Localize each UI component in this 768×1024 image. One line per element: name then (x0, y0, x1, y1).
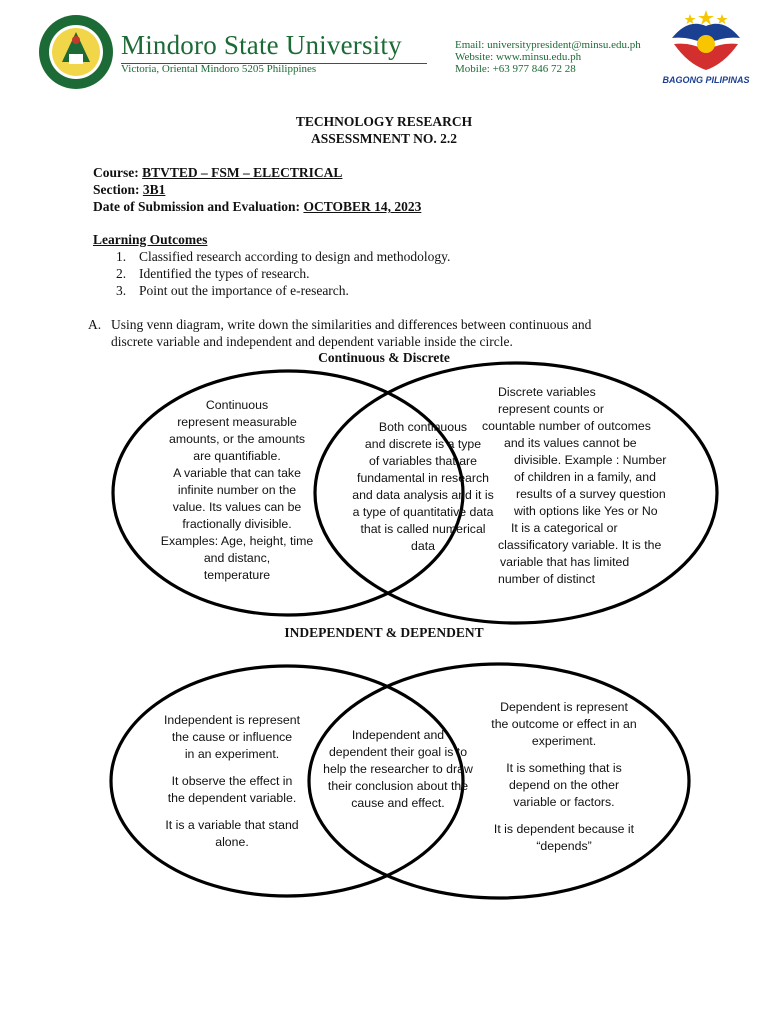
venn2-middle-text: Independent and dependent their goal is to help the researcher to draw their conclusion about the cause and effect. (323, 728, 473, 810)
date-value: OCTOBER 14, 2023 (303, 199, 422, 214)
list-item: 3. Point out the importance of e-research. (116, 283, 349, 298)
venn1-left-text: Continuous represent measurable amounts, or the amounts are quantifiable. A variable that can take infinite number on the value. Its values can be fractionally divisible. Examples: Age, height, time and distanc, temperature (160, 398, 314, 582)
venn2-right-text: Dependent is represent the outcome or effect in an experiment. It is something that is depend on the other variable or factors. It is dependent because it “depends” (491, 700, 637, 853)
course-value: BTVTED – FSM – ELECTRICAL (142, 165, 343, 180)
list-item: 2. Identified the types of research. (116, 266, 310, 281)
contact-email: Email: universitypresident@minsu.edu.ph (455, 39, 641, 51)
venn-title-independent-dependent: INDEPENDENT & DEPENDENT (284, 625, 484, 640)
page-title: TECHNOLOGY RESEARCH (295, 114, 473, 129)
university-address: Victoria, Oriental Mindoro 5205 Philippines (121, 63, 317, 75)
venn1-right-text: Discrete variables represent counts or countable number of outcomes and its values cannot be divisible. Example : Number of children in a family, and results of a survey question with options like Yes or No It is a categorical or classificatory variable. It is the variable that has limited number of distinct (482, 385, 667, 586)
assessment-number: ASSESSMNENT NO. 2.2 (310, 131, 458, 146)
contact-website: Website: www.minsu.edu.ph (455, 51, 582, 63)
date-label: Date of Submission and Evaluation: (93, 199, 304, 214)
learning-outcomes-heading: Learning Outcomes (93, 232, 208, 247)
section-label: Section: (93, 182, 143, 197)
venn1-middle-text: Both continuous and discrete is a type of variables that are fundamental in research and data analysis and it is a type of quantitative data that is called numerical data (352, 420, 494, 553)
list-item: 1. Classified research according to design and methodology. (116, 249, 451, 264)
venn-title-continuous-discrete: Continuous & Discrete (318, 350, 450, 365)
university-name: Mindoro State University (121, 30, 402, 60)
question-line-2: discrete variable and independent and dependent variable inside the circle. (111, 334, 513, 349)
section-value: 3B1 (142, 182, 166, 197)
contact-mobile: Mobile: +63 977 846 72 28 (455, 63, 576, 75)
question-line: A. Using venn diagram, write down the similarities and differences between continuous and (88, 317, 592, 332)
course-label: Course: (93, 165, 143, 180)
venn2-left-text: Independent is represent the cause or influence in an experiment. It observe the effect in the dependent variable. It is a variable that stand alone. (163, 713, 301, 849)
bagong-pilipinas-text: BAGONG PILIPINAS (662, 75, 750, 85)
question-letter: A. (88, 317, 102, 332)
